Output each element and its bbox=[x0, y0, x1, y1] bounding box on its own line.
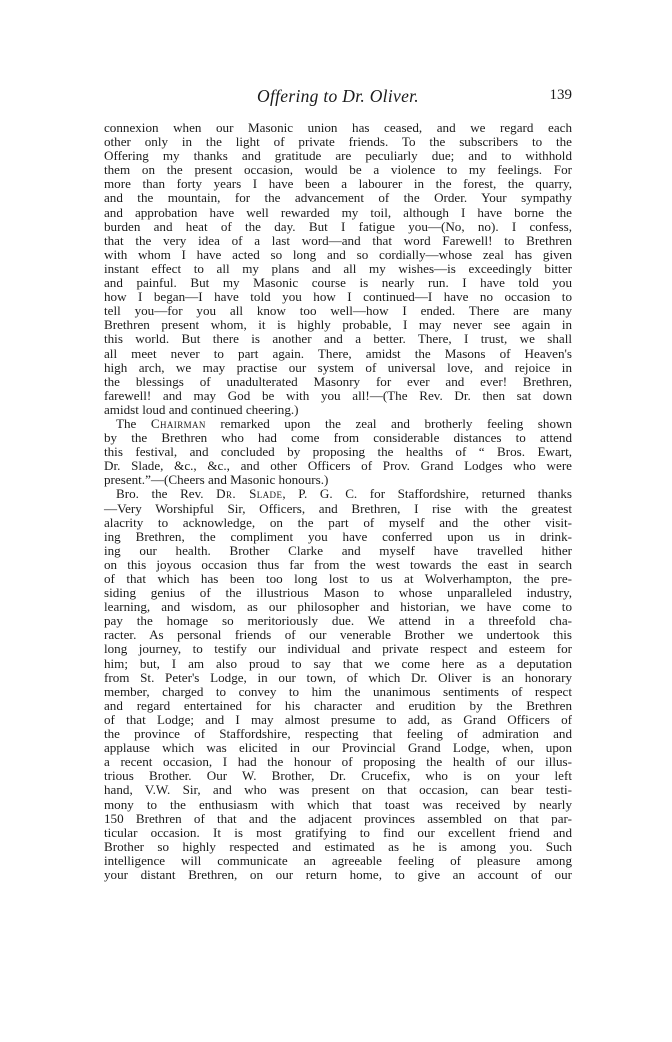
line-text: Brother so highly respected and estimated as he is among you. Such bbox=[104, 838, 572, 854]
text-line bbox=[104, 530, 572, 544]
text-line bbox=[104, 262, 572, 276]
line-text: and approbation have well rewarded my toil, although I have borne the bbox=[104, 204, 572, 220]
text-line bbox=[104, 417, 572, 431]
line-text: of that Lodge; and I may almost presume to add, as Grand Officers of bbox=[104, 711, 572, 727]
text-line bbox=[104, 149, 572, 163]
text-line bbox=[104, 389, 572, 403]
text-line bbox=[104, 403, 572, 417]
line-text: other only in the light of private friends. To the subscribers to the bbox=[104, 134, 572, 150]
text-line bbox=[104, 854, 572, 868]
text-line bbox=[104, 783, 572, 797]
text-line bbox=[104, 121, 572, 135]
line-text: ing our health. Brother Clarke and myself have travelled hither bbox=[104, 542, 572, 558]
line-text: siding genius of the illustrious Mason to whose unparalleled industry, bbox=[104, 585, 572, 601]
line-text: and painful. But my Masonic course is nearly run. I have told you bbox=[104, 275, 572, 291]
text-line bbox=[104, 220, 572, 234]
text-line bbox=[104, 671, 572, 685]
text-line bbox=[104, 206, 572, 220]
line-text: on this joyous occasion thus far from the west towards the east in search bbox=[104, 556, 572, 572]
text-line bbox=[104, 628, 572, 642]
text-line bbox=[104, 558, 572, 572]
text-line bbox=[104, 755, 572, 769]
line-text: Brethren present whom, it is highly probable, I may never see again in bbox=[104, 317, 572, 333]
line-text: learning, and wisdom, as our philosopher and historian, we have come to bbox=[104, 599, 572, 615]
text-line bbox=[104, 304, 572, 318]
text-line bbox=[104, 812, 572, 826]
text-line bbox=[104, 375, 572, 389]
text-line bbox=[104, 769, 572, 783]
text-line bbox=[104, 234, 572, 248]
line-text: of that which has been too long lost to us at Wolverhampton, the pre- bbox=[104, 571, 572, 586]
line-text: with whom I have acted so long and so cordially—whose zeal has given bbox=[104, 246, 572, 262]
text-line bbox=[104, 332, 572, 346]
page-number: 139 bbox=[549, 87, 572, 103]
line-text: Dr. Slade, &c., &c., and other Officers of Prov. Grand Lodges who were bbox=[104, 458, 572, 474]
text-line bbox=[104, 276, 572, 290]
text-line bbox=[104, 347, 572, 361]
line-text: applause which was elicited in our Provincial Grand Lodge, when, upon bbox=[104, 740, 572, 756]
text-line bbox=[104, 502, 572, 516]
text-line bbox=[104, 798, 572, 812]
line-text: long journey, to testify our individual and private respect and esteem for bbox=[104, 641, 572, 657]
line-text: your distant Brethren, on our return home, to give an account of our bbox=[104, 866, 572, 882]
text-line bbox=[104, 868, 572, 882]
text-line bbox=[104, 487, 572, 501]
small-caps-name: Dr. Slade bbox=[216, 486, 283, 502]
running-head bbox=[104, 86, 572, 108]
line-text: hand, V.W. Sir, and who was present on that occasion, can bear testi- bbox=[104, 782, 572, 798]
line-text: them on the present occasion, would be a violence to my feelings. For bbox=[104, 162, 572, 178]
line-text: him; but, I am also proud to say that we come here as a deputation bbox=[104, 655, 572, 671]
line-text: that the very idea of a last word—and that word Farewell! to Brethren bbox=[104, 232, 572, 248]
line-text-before: The bbox=[116, 415, 151, 431]
line-text: alacrity to acknowledge, on the part of myself and the other visit- bbox=[104, 514, 572, 530]
line-text: high arch, we may practise our system of universal love, and rejoice in bbox=[104, 359, 572, 375]
line-text: this world. But there is another and a better. There, I trust, we shall bbox=[104, 331, 572, 347]
text-line bbox=[104, 177, 572, 191]
line-text: tell you—for you all know too well—how I ended. There are many bbox=[104, 303, 572, 319]
line-text: mony to the enthusiasm with which that toast was received by nearly bbox=[104, 796, 572, 812]
line-text: how I began—I have told you how I continued—I have no occasion to bbox=[104, 289, 572, 305]
text-line bbox=[104, 713, 572, 727]
text-line bbox=[104, 840, 572, 854]
text-line bbox=[104, 727, 572, 741]
small-caps-name: Chairman bbox=[150, 415, 206, 431]
running-title: Offering to Dr. Oliver. bbox=[257, 86, 419, 106]
line-text: and regard entertained for his character and erudition by the Brethren bbox=[104, 697, 572, 713]
text-line bbox=[104, 135, 572, 149]
text-line bbox=[104, 642, 572, 656]
text-line bbox=[104, 191, 572, 205]
text-line bbox=[104, 600, 572, 614]
line-text: amidst loud and continued cheering.) bbox=[104, 401, 299, 417]
body-text bbox=[104, 121, 572, 882]
line-text: ticular occasion. It is most gratifying to find our excellent friend and bbox=[104, 824, 572, 840]
text-line bbox=[104, 572, 572, 586]
line-text: burden and heat of the day. But I fatigue you—(No, no). I confess, bbox=[104, 218, 572, 234]
line-text: Offering my thanks and gratitude are peculiarly due; and to withhold bbox=[104, 148, 572, 164]
text-line bbox=[104, 685, 572, 699]
text-line bbox=[104, 586, 572, 600]
text-line bbox=[104, 361, 572, 375]
text-line bbox=[104, 318, 572, 332]
line-text: connexion when our Masonic union has ceased, and we regard each bbox=[104, 120, 572, 135]
text-line bbox=[104, 473, 572, 487]
text-line bbox=[104, 614, 572, 628]
text-line bbox=[104, 699, 572, 713]
line-text: 150 Brethren of that and the adjacent provinces assembled on that par- bbox=[104, 810, 572, 826]
line-text: the blessings of unadulterated Masonry for ever and ever! Brethren, bbox=[104, 373, 572, 389]
text-line bbox=[104, 163, 572, 177]
line-text: this festival, and concluded by proposing the healths of “ Bros. Ewart, bbox=[104, 444, 572, 460]
line-text: trious Brother. Our W. Brother, Dr. Crucefix, who is on your left bbox=[104, 768, 572, 784]
line-text: the province of Staffordshire, respecting that feeling of admiration and bbox=[104, 726, 572, 742]
line-text: member, charged to convey to him the unanimous sentiments of respect bbox=[104, 683, 572, 699]
text-line bbox=[104, 290, 572, 304]
line-text: all meet never to part again. There, amidst the Masons of Heaven's bbox=[104, 345, 572, 361]
text-line bbox=[104, 431, 572, 445]
line-text-before: Bro. the Rev. bbox=[116, 486, 217, 502]
text-line bbox=[104, 544, 572, 558]
line-text: , P. G. C. for Staffordshire, returned thanks bbox=[282, 486, 572, 502]
line-text: instant effect to all my plans and all my wishes—is exceedingly bitter bbox=[104, 260, 572, 276]
text-line bbox=[104, 741, 572, 755]
line-text: more than forty years I have been a labourer in the forest, the quarry, bbox=[104, 176, 572, 192]
line-text: by the Brethren who had come from considerable distances to attend bbox=[104, 430, 572, 446]
line-text: racter. As personal friends of our venerable Brother we undertook this bbox=[104, 627, 572, 643]
line-text: a recent occasion, I had the honour of proposing the health of our illus- bbox=[104, 754, 572, 770]
line-text: remarked upon the zeal and brotherly feeling shown bbox=[205, 415, 572, 431]
line-text: and the mountain, for the advancement of the Order. Your sympathy bbox=[104, 190, 572, 206]
text-line bbox=[104, 248, 572, 262]
line-text: present.”—(Cheers and Masonic honours.) bbox=[104, 472, 329, 488]
text-line bbox=[104, 445, 572, 459]
line-text: farewell! and may God be with you all!—(The Rev. Dr. then sat down bbox=[104, 387, 572, 403]
text-line bbox=[104, 516, 572, 530]
line-text: intelligence will communicate an agreeable feeling of pleasure among bbox=[104, 852, 572, 868]
line-text: ing Brethren, the compliment you have conferred upon us in drink- bbox=[104, 528, 572, 544]
text-line bbox=[104, 826, 572, 840]
line-text: —Very Worshipful Sir, Officers, and Brethren, I rise with the greatest bbox=[104, 500, 572, 516]
text-line bbox=[104, 657, 572, 671]
text-line bbox=[104, 459, 572, 473]
line-text: pay the homage so meritoriously due. We attend in a threefold cha- bbox=[104, 613, 572, 629]
line-text: from St. Peter's Lodge, in our town, of which Dr. Oliver is an honorary bbox=[104, 669, 572, 685]
